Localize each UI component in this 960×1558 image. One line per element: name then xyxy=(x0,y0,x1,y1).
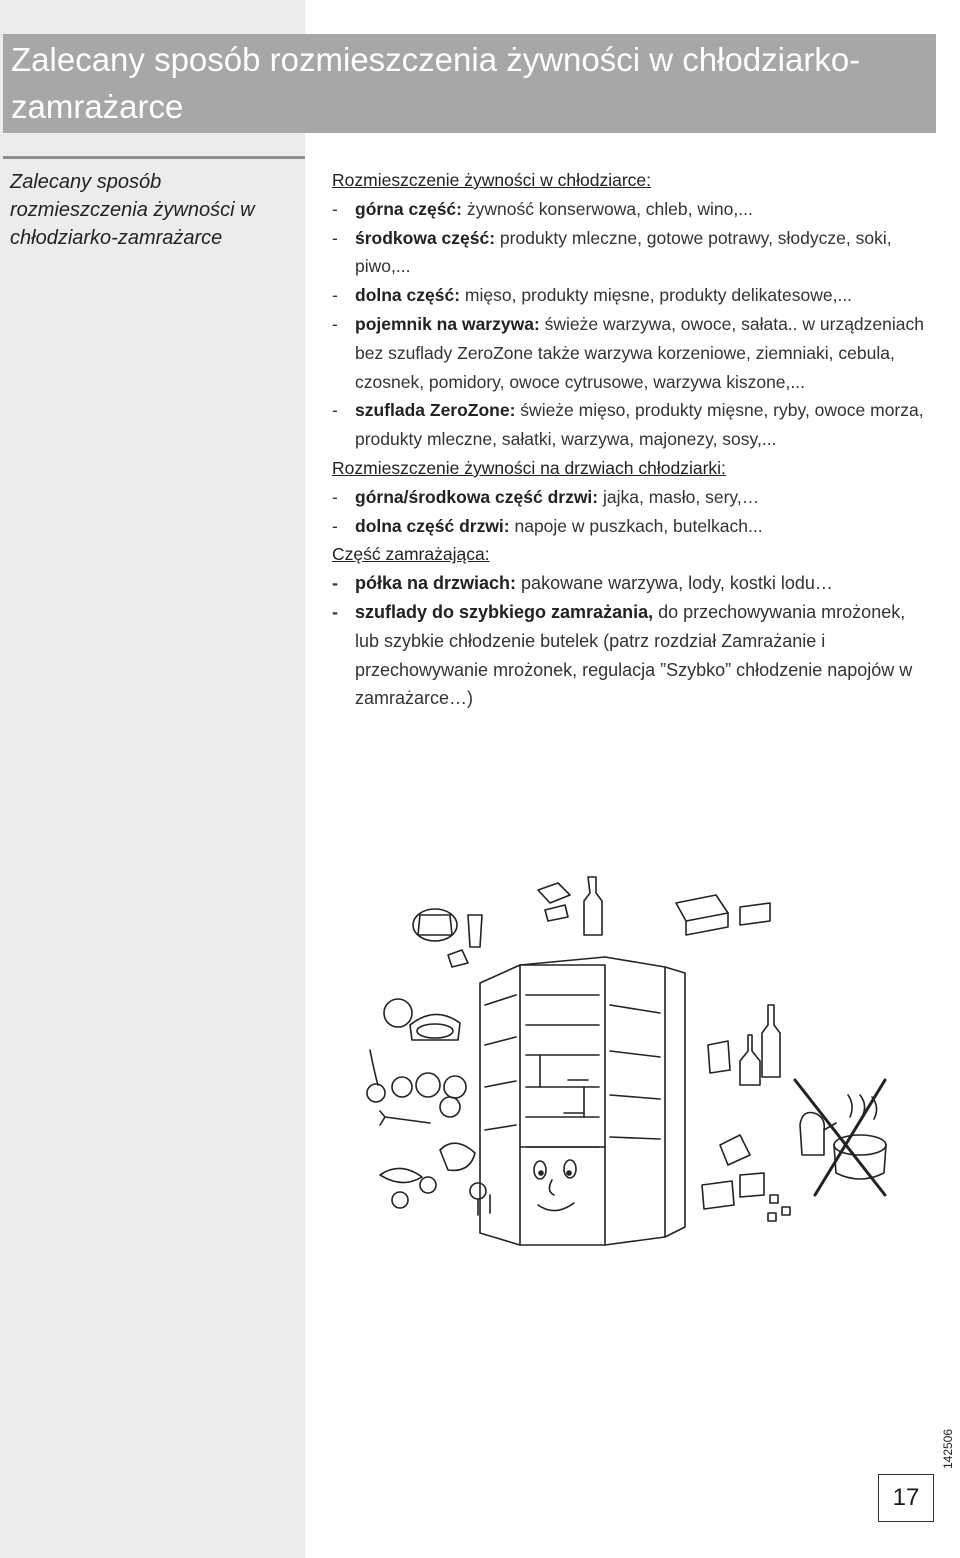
item-text: jajka, masło, sery,… xyxy=(598,486,760,507)
item-term: szuflada ZeroZone: xyxy=(355,400,516,421)
section-heading-door: Rozmieszczenie żywności na drzwiach chłodziarki: xyxy=(332,457,726,478)
list-item xyxy=(332,512,932,541)
list-dash: - xyxy=(332,400,338,421)
fridge-illustration xyxy=(340,855,930,1265)
list-item xyxy=(332,281,932,310)
food-items-right xyxy=(702,1005,790,1221)
freezer-face-drawing xyxy=(534,1160,576,1211)
hot-food-crossed-out xyxy=(795,1080,886,1195)
item-term: dolna część drzwi: xyxy=(355,515,510,536)
page-number: 17 xyxy=(892,1484,920,1511)
list-item xyxy=(332,483,932,512)
list-item xyxy=(332,396,932,454)
item-text: produkty mleczne, gotowe potrawy, słodycze, soki, piwo,... xyxy=(355,227,892,277)
item-term: szuflady do szybkiego zamrażania, xyxy=(355,601,654,622)
document-code xyxy=(938,1420,958,1480)
list-dash: - xyxy=(332,227,338,248)
item-text: świeże mięso, produkty mięsne, ryby, owoce morza, produkty mleczne, sałatki, warzywa, majonezy, sosy,... xyxy=(355,400,924,450)
list-item xyxy=(332,224,932,282)
list-dash: - xyxy=(332,313,338,334)
content-body xyxy=(332,166,932,713)
list-dash: - xyxy=(332,486,338,507)
item-text: do przechowywania mrożonek, lub szybkie chłodzenie butelek (patrz rozdział Zamrażanie i przechowywanie mrożonek, regulacja ”Szybko” chłodzenie napojów w zamrażarce…) xyxy=(355,601,913,709)
item-term: górna/środkowa część drzwi: xyxy=(355,486,599,507)
list-item xyxy=(332,569,932,598)
item-term: środkowa część: xyxy=(355,227,496,248)
list-item xyxy=(332,598,932,713)
list-dash: - xyxy=(332,601,338,622)
item-text: żywność konserwowa, chleb, wino,... xyxy=(461,198,753,219)
item-term: górna część: xyxy=(355,198,462,219)
item-text: pakowane warzywa, lody, kostki lodu… xyxy=(516,573,833,594)
side-heading: Zalecany sposób rozmieszczenia żywności w chłodziarko-zamrażarce xyxy=(10,171,255,249)
item-term: półka na drzwiach: xyxy=(355,573,517,594)
fridge-right-door xyxy=(605,957,685,1245)
item-term: dolna część: xyxy=(355,285,461,306)
list-item xyxy=(332,195,932,224)
section-heading-freezer: Część zamrażająca: xyxy=(332,544,490,565)
item-term: pojemnik na warzywa: xyxy=(355,313,540,334)
list-dash: - xyxy=(332,515,338,536)
list-dash: - xyxy=(332,198,338,219)
list-dash: - xyxy=(332,285,338,306)
item-text: napoje w puszkach, butelkach... xyxy=(509,515,763,536)
fridge-left-door xyxy=(480,965,520,1245)
item-text: mięso, produkty mięsne, produkty delikatesowe,... xyxy=(460,285,853,306)
food-items-top xyxy=(538,877,770,935)
side-heading-rule xyxy=(3,156,305,159)
item-text: świeże warzywa, owoce, sałata.. w urządzeniach bez szuflady ZeroZone także warzywa korzeniowe, ziemniaki, cebula, czosnek, pomidory, owoce cytrusowe, warzywa kiszone,... xyxy=(355,313,924,392)
fridge-body xyxy=(520,957,605,1245)
section-heading-fridge: Rozmieszczenie żywności w chłodziarce: xyxy=(332,170,651,190)
page-number-box xyxy=(878,1474,934,1522)
page-title: Zalecany sposób rozmieszczenia żywności w chłodziarko-zamrażarce xyxy=(11,41,861,125)
list-dash: - xyxy=(332,573,338,594)
list-item xyxy=(332,310,932,396)
food-items-left xyxy=(367,909,490,1215)
document-code-text: 142506 xyxy=(941,1428,955,1470)
